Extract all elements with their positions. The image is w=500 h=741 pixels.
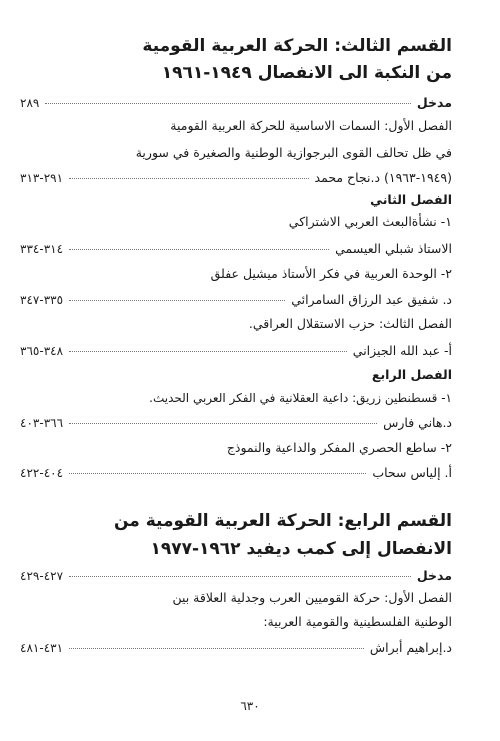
dot-leader	[69, 351, 347, 352]
section4-title-line1: القسم الرابع: الحركة العربية القومية من	[113, 511, 452, 531]
entry-text: مدخل	[416, 95, 452, 110]
entry-text: الفصل الثالث: حزب الاستقلال العراقي.	[248, 316, 452, 331]
entry-text: الفصل الأول: السمات الاساسية للحركة العربية القومية	[170, 118, 452, 133]
page-number: ٤٣١-٤٨١	[20, 641, 64, 655]
page-number: ٢٨٩	[20, 96, 40, 110]
entry-text: ١- نشأةالبعث العربي الاشتراكي	[288, 214, 452, 229]
dot-leader	[69, 300, 285, 301]
entry-text: د. شفيق عبد الرزاق السامرائي	[291, 292, 452, 307]
dot-leader	[69, 423, 377, 424]
section4-title-line2: الانفصال إلى كمب ديفيد ١٩٦٢-١٩٧٧	[150, 539, 452, 559]
entry-text: في ظل تحالف القوى البرجوازية الوطنية والصغيرة في سورية	[135, 145, 452, 160]
entry-text: الفصل الأول: حركة القوميين العرب وجدلية العلاقة بين	[172, 590, 452, 605]
page-number: ٣٤٨-٣٦٥	[20, 344, 64, 358]
toc-entry	[20, 415, 452, 430]
toc-entry	[20, 440, 452, 455]
toc-entry	[20, 465, 452, 480]
toc-entry	[20, 192, 452, 207]
entry-text: د.هاني فارس	[383, 415, 452, 430]
toc-entry	[20, 214, 452, 229]
dot-leader	[69, 576, 411, 577]
entry-text: (١٩٤٩-١٩٦٣) د.نجاح محمد	[314, 170, 452, 185]
dot-leader	[69, 648, 364, 649]
toc-entry	[20, 292, 452, 307]
toc-entry	[20, 316, 452, 331]
page-number: ٤٠٤-٤٢٢	[20, 466, 64, 480]
entry-text: أ. إلياس سحاب	[372, 465, 452, 480]
entry-text: أ- عبد الله الجيزاني	[352, 343, 452, 358]
dot-leader	[45, 103, 411, 104]
page-number: ٤٢٧-٤٢٩	[20, 569, 64, 583]
toc-entry	[20, 590, 452, 605]
entry-text: ٢- الوحدة العربية في فكر الأستاذ ميشيل عفلق	[210, 266, 452, 281]
page-folio: ٦٣٠	[240, 699, 260, 713]
dot-leader	[69, 178, 309, 179]
entry-text: ٢- ساطع الحصري المفكر والداعية والنموذج	[226, 440, 452, 455]
entry-text: ١- قسطنطين زريق: داعية العقلانية في الفكر العربي الحديث.	[149, 391, 452, 405]
page-number: ٢٩١-٣١٣	[20, 171, 64, 185]
toc-entry	[20, 367, 452, 382]
page-number: ٣٦٦-٤٠٣	[20, 416, 64, 430]
toc-entry	[20, 391, 452, 405]
entry-text: الوطنية الفلسطينية والقومية العربية:	[263, 614, 452, 629]
dot-leader	[69, 473, 366, 474]
section3-title-line2: من النكبة الى الانفصال ١٩٤٩-١٩٦١	[161, 63, 452, 83]
toc-entry	[20, 568, 452, 583]
section3-title-line1: القسم الثالث: الحركة العربية القومية	[142, 36, 452, 56]
entry-text: الفصل الرابع	[371, 367, 452, 382]
entry-text: الفصل الثاني	[370, 192, 452, 207]
toc-entry	[20, 170, 452, 185]
toc-entry	[20, 95, 452, 110]
entry-text: مدخل	[416, 568, 452, 583]
toc-entry	[20, 145, 452, 160]
dot-leader	[69, 249, 329, 250]
toc-entry	[20, 343, 452, 358]
entry-text: د.إبراهيم أبراش	[369, 640, 452, 655]
toc-entry	[20, 266, 452, 281]
toc-entry	[20, 118, 452, 133]
toc-entry	[20, 241, 452, 256]
toc-entry	[20, 640, 452, 655]
page-number: ٣٣٥-٣٤٧	[20, 293, 64, 307]
entry-text: الاستاذ شبلي العيسمي	[335, 241, 452, 256]
page-number: ٣١٤-٣٣٤	[20, 242, 64, 256]
toc-entry	[20, 614, 452, 629]
